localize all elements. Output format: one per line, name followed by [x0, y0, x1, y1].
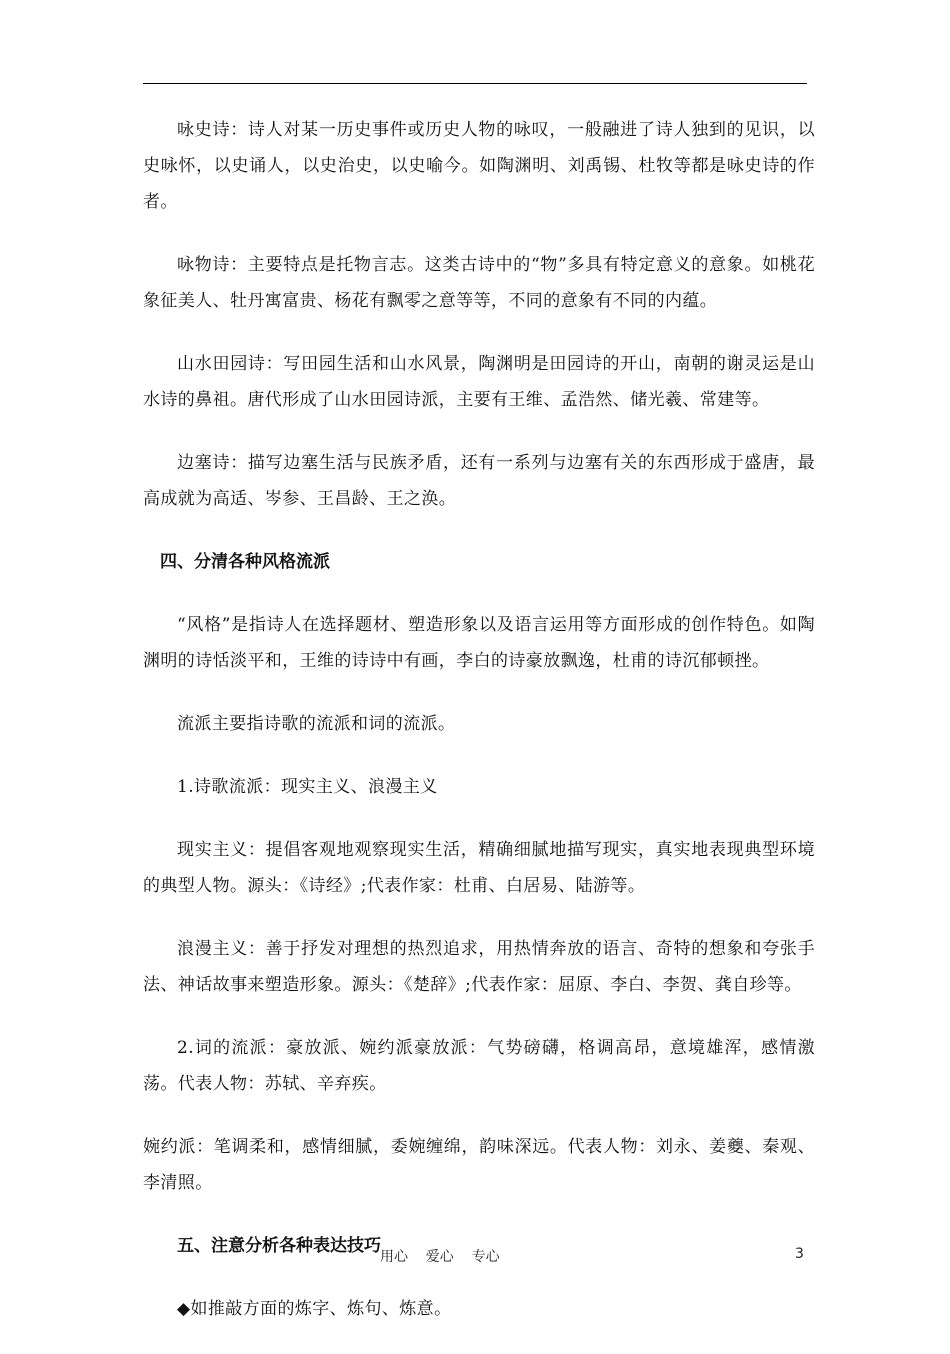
paragraph-romanticism: 浪漫主义：善于抒发对理想的热烈追求，用热情奔放的语言、奇特的想象和夸张手法、神话故事来塑造形象。源头：《楚辞》;代表作家：屈原、李白、李贺、龚自珍等。	[143, 939, 815, 995]
paragraph-ci-schools: 2.词的流派：豪放派、婉约派豪放派：气势磅礴，格调高昂，意境雄浑，感情激荡。代表人物：苏轼、辛弃疾。	[143, 1038, 815, 1094]
paragraph-schools-intro: 流派主要指诗歌的流派和词的流派。	[177, 714, 456, 734]
header-rule	[143, 83, 807, 84]
section-heading-styles: 四、分清各种风格流派	[160, 552, 330, 572]
paragraph-refinement: ◆如推敲方面的炼字、炼句、炼意。	[177, 1299, 452, 1319]
footer-motto: 用心 爱心 专心	[380, 1249, 500, 1265]
page-content	[143, 112, 815, 1354]
section-heading-techniques: 五、注意分析各种表达技巧	[177, 1236, 381, 1256]
paragraph-poetry-schools: 1.诗歌流派：现实主义、浪漫主义	[177, 777, 438, 797]
paragraph-yongshi-poetry: 咏史诗：诗人对某一历史事件或历史人物的咏叹，一般融进了诗人独到的见识，以史咏怀，以史诵人，以史治史，以史喻今。如陶渊明、刘禹锡、杜牧等都是咏史诗的作者。	[143, 120, 815, 212]
page-number: 3	[795, 1246, 804, 1262]
paragraph-realism: 现实主义：提倡客观地观察现实生活，精确细腻地描写现实，真实地表现典型环境的典型人物。源头：《诗经》;代表作家：杜甫、白居易、陆游等。	[143, 840, 815, 896]
paragraph-style-definition: “风格”是指诗人在选择题材、塑造形象以及语言运用等方面形成的创作特色。如陶渊明的诗恬淡平和，王维的诗诗中有画，李白的诗豪放飘逸，杜甫的诗沉郁顿挫。	[143, 615, 815, 671]
paragraph-wanyue-school: 婉约派：笔调柔和，感情细腻，委婉缠绵，韵味深远。代表人物：刘永、姜夔、秦观、李清照。	[143, 1137, 815, 1193]
paragraph-yongwu-poetry: 咏物诗：主要特点是托物言志。这类古诗中的“物”多具有特定意义的意象。如桃花象征美人、牡丹寓富贵、杨花有飘零之意等等，不同的意象有不同的内蕴。	[143, 255, 815, 311]
paragraph-landscape-pastoral-poetry: 山水田园诗：写田园生活和山水风景，陶渊明是田园诗的开山，南朝的谢灵运是山水诗的鼻祖。唐代形成了山水田园诗派，主要有王维、孟浩然、储光羲、常建等。	[143, 354, 815, 410]
paragraph-frontier-poetry: 边塞诗：描写边塞生活与民族矛盾，还有一系列与边塞有关的东西形成于盛唐，最高成就为高适、岑参、王昌龄、王之涣。	[143, 453, 815, 509]
